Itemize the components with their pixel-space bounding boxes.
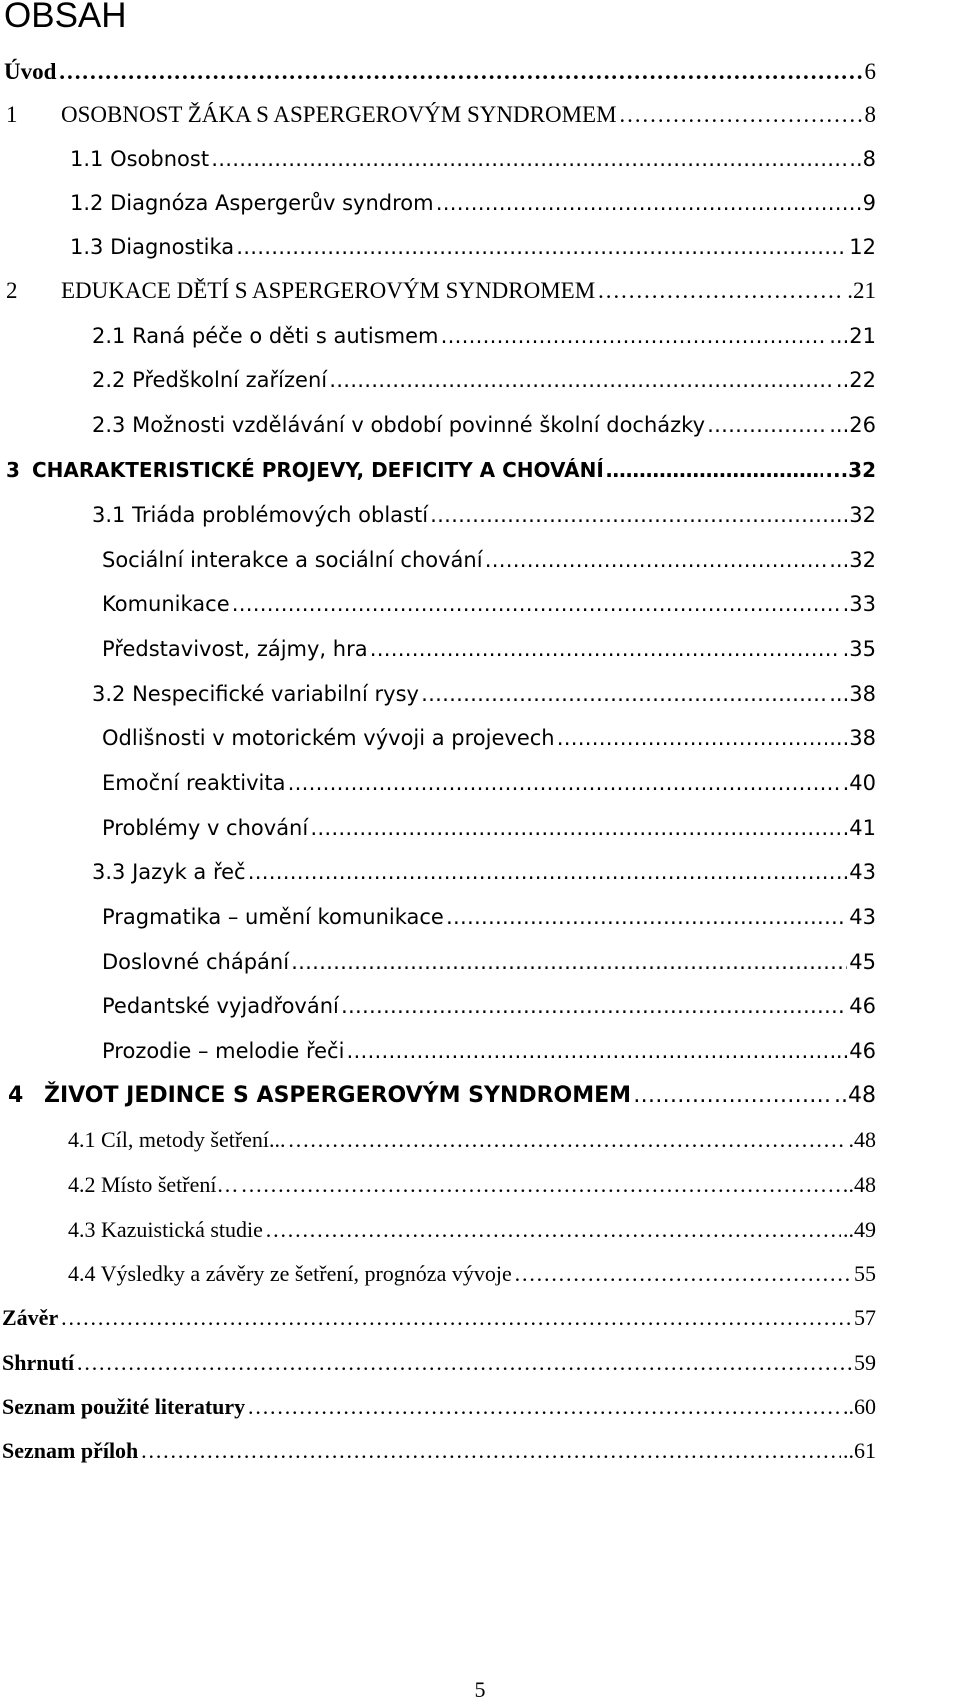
toc-entry-page: ..48 bbox=[834, 1083, 876, 1108]
dot-leader bbox=[440, 320, 827, 352]
toc-entry-page: .21 bbox=[847, 278, 876, 303]
toc-entry-2-3[interactable] bbox=[92, 409, 876, 441]
toc-entry-number: 4 bbox=[8, 1083, 24, 1108]
dot-leader bbox=[265, 1214, 841, 1246]
toc-entry-label: Závěr bbox=[2, 1305, 59, 1330]
dot-leader bbox=[370, 633, 841, 665]
toc-entry-page: 45 bbox=[849, 950, 876, 974]
toc-entry-label: Seznam příloh bbox=[2, 1438, 139, 1463]
dot-leader bbox=[446, 901, 847, 933]
toc-entry-page: 43 bbox=[849, 905, 876, 929]
dot-leader bbox=[346, 1035, 834, 1067]
toc-entry-label: Emoční reaktivita bbox=[102, 771, 286, 795]
dot-leader bbox=[341, 990, 847, 1022]
toc-entry-literatura[interactable] bbox=[2, 1391, 876, 1423]
toc-entry-label: Doslovné chápání bbox=[102, 950, 290, 974]
toc-entry-4-1[interactable] bbox=[68, 1124, 876, 1156]
dot-leader bbox=[288, 1124, 847, 1156]
toc-title: OBSAH bbox=[4, 0, 127, 35]
dot-leader bbox=[211, 143, 847, 175]
toc-entry-label: Úvod bbox=[4, 59, 57, 84]
toc-entry-chapter-1[interactable] bbox=[6, 99, 876, 131]
toc-entry-page: 8 bbox=[864, 102, 876, 127]
toc-entry-page: 59 bbox=[854, 1350, 876, 1375]
toc-entry-emotional-reactivity[interactable] bbox=[102, 767, 876, 799]
toc-entry-3-3[interactable] bbox=[92, 856, 876, 888]
toc-entry-label: Odlišnosti v motorickém vývoji a projevech bbox=[102, 726, 555, 750]
dot-leader bbox=[606, 454, 824, 486]
toc-entry-chapter-2[interactable] bbox=[6, 275, 876, 307]
toc-entry-label: Prozodie – melodie řeči bbox=[102, 1039, 345, 1063]
toc-entry-label: 2.2 Předškolní zařízení bbox=[92, 368, 328, 392]
toc-entry-chapter-3[interactable] bbox=[6, 454, 876, 486]
toc-entry-label: 2.1 Raná péče o děti s autismem bbox=[92, 324, 439, 348]
dot-leader bbox=[421, 678, 827, 710]
dot-leader bbox=[58, 56, 862, 88]
dot-leader bbox=[436, 187, 861, 219]
toc-entry-prilohy[interactable] bbox=[2, 1435, 876, 1467]
toc-entry-label: 4.3 Kazuistická studie bbox=[68, 1217, 263, 1242]
dot-leader bbox=[485, 544, 828, 576]
toc-entry-label: 1.1 Osobnost bbox=[70, 147, 210, 171]
toc-entry-zaver[interactable] bbox=[2, 1302, 876, 1334]
toc-entry-page: ...26 bbox=[829, 413, 876, 437]
toc-entry-page: ..8 bbox=[849, 147, 876, 171]
dot-leader bbox=[291, 946, 847, 978]
toc-entry-2-1[interactable] bbox=[92, 320, 876, 352]
toc-entry-page: .41 bbox=[842, 816, 876, 840]
dot-leader bbox=[329, 364, 834, 396]
toc-entry-label: Seznam použité literatury bbox=[2, 1394, 246, 1419]
dot-leader bbox=[557, 722, 828, 754]
dot-leader bbox=[248, 856, 834, 888]
toc-entry-page: .48 bbox=[848, 1127, 876, 1152]
dot-leader bbox=[514, 1258, 852, 1290]
toc-entry-1-3[interactable] bbox=[70, 231, 876, 263]
toc-entry-shrnuti[interactable] bbox=[2, 1347, 876, 1379]
toc-entry-label: Pragmatika – umění komunikace bbox=[102, 905, 444, 929]
toc-entry-page: ...38 bbox=[829, 726, 876, 750]
toc-entry-page: 55 bbox=[854, 1261, 876, 1286]
toc-entry-label: Komunikace bbox=[102, 592, 230, 616]
toc-entry-page: 46 bbox=[849, 994, 876, 1018]
toc-entry-label: 4.2 Místo šetření… bbox=[68, 1172, 239, 1197]
toc-entry-label: 2.3 Možnosti vzdělávání v období povinné školní docházky bbox=[92, 413, 705, 437]
toc-entry-behavior-problems[interactable] bbox=[102, 812, 876, 844]
toc-entry-2-2[interactable] bbox=[92, 364, 876, 396]
toc-entry-page: ...32 bbox=[825, 458, 876, 482]
toc-entry-page: .35 bbox=[842, 637, 876, 661]
toc-entry-4-4[interactable] bbox=[68, 1258, 876, 1290]
toc-entry-social-interaction[interactable] bbox=[102, 544, 876, 576]
toc-entry-page: ..22 bbox=[835, 368, 876, 392]
toc-entry-page: ..43 bbox=[835, 860, 876, 884]
dot-leader bbox=[232, 588, 841, 620]
toc-entry-number: 3 bbox=[6, 458, 20, 482]
toc-entry-label: CHARAKTERISTICKÉ PROJEVY, DEFICITY A CHOVÁNÍ bbox=[32, 458, 604, 482]
toc-entry-communication[interactable] bbox=[102, 588, 876, 620]
toc-entry-page: 12 bbox=[849, 235, 876, 259]
toc-entry-label: Představivost, zájmy, hra bbox=[102, 637, 368, 661]
toc-entry-label: EDUKACE DĚTÍ S ASPERGEROVÝM SYNDROMEM bbox=[61, 278, 596, 303]
toc-entry-1-2[interactable] bbox=[70, 187, 876, 219]
toc-entry-page: 9 bbox=[862, 191, 876, 215]
toc-entry-label: 4.1 Cíl, metody šetření... bbox=[68, 1127, 286, 1152]
toc-entry-motor-differences[interactable] bbox=[102, 722, 876, 754]
dot-leader bbox=[430, 499, 834, 531]
dot-leader bbox=[140, 1435, 841, 1467]
toc-entry-label: Problémy v chování bbox=[102, 816, 309, 840]
toc-entry-page: 6 bbox=[864, 59, 876, 84]
toc-entry-label: OSOBNOST ŽÁKA S ASPERGEROVÝM SYNDROMEM bbox=[61, 102, 617, 127]
toc-entry-1-1[interactable] bbox=[70, 143, 876, 175]
toc-entry-label: 3.1 Triáda problémových oblastí bbox=[92, 503, 429, 527]
toc-entry-label: Shrnutí bbox=[2, 1350, 75, 1375]
dot-leader bbox=[597, 275, 845, 307]
toc-entry-4-3[interactable] bbox=[68, 1214, 876, 1246]
toc-entry-3-1[interactable] bbox=[92, 499, 876, 531]
toc-entry-label: Sociální interakce a sociální chování bbox=[102, 548, 483, 572]
dot-leader bbox=[288, 767, 841, 799]
toc-entry-page: ..49 bbox=[843, 1217, 876, 1242]
toc-entry-number: 1 bbox=[6, 102, 18, 127]
toc-entry-label: ŽIVOT JEDINCE S ASPERGEROVÝM SYNDROMEM bbox=[44, 1083, 632, 1108]
dot-leader bbox=[310, 812, 840, 844]
dot-leader bbox=[247, 1391, 841, 1423]
page-number: 5 bbox=[474, 1677, 486, 1702]
toc-entry-page: ..32 bbox=[835, 503, 876, 527]
dot-leader bbox=[619, 99, 863, 131]
toc-entry-page: ..60 bbox=[843, 1394, 876, 1419]
toc-entry-pragmatics[interactable] bbox=[102, 901, 876, 933]
dot-leader bbox=[633, 1080, 832, 1112]
toc-entry-page: 57 bbox=[854, 1305, 876, 1330]
toc-entry-pedantic-expression[interactable] bbox=[102, 990, 876, 1022]
dot-leader bbox=[60, 1302, 852, 1334]
toc-entry-label: 3.2 Nespecifické variabilní rysy bbox=[92, 682, 419, 706]
toc-entry-page: ...21 bbox=[829, 324, 876, 348]
dot-leader bbox=[241, 1169, 847, 1201]
toc-entry-label: Pedantské vyjadřování bbox=[102, 994, 339, 1018]
toc-entry-page: ..61 bbox=[843, 1438, 876, 1463]
toc-entry-uvod[interactable] bbox=[4, 56, 876, 88]
toc-entry-number: 2 bbox=[6, 278, 18, 303]
toc-entry-page: .48 bbox=[848, 1172, 876, 1197]
toc-entry-literal-understanding[interactable] bbox=[102, 946, 876, 978]
toc-entry-4-2[interactable] bbox=[68, 1169, 876, 1201]
toc-entry-prosody[interactable] bbox=[102, 1035, 876, 1067]
dot-leader bbox=[76, 1347, 852, 1379]
toc-entry-page: ..46 bbox=[835, 1039, 876, 1063]
toc-entry-page: ...38 bbox=[829, 682, 876, 706]
toc-entry-page: .33 bbox=[842, 592, 876, 616]
toc-entry-page: .40 bbox=[842, 771, 876, 795]
dot-leader bbox=[236, 231, 847, 263]
toc-entry-label: 4.4 Výsledky a závěry ze šetření, prognóza vývoje bbox=[68, 1261, 512, 1286]
toc-entry-label: 1.3 Diagnostika bbox=[70, 235, 235, 259]
toc-entry-label: 3.3 Jazyk a řeč bbox=[92, 860, 246, 884]
toc-entry-page: ...32 bbox=[829, 548, 876, 572]
dot-leader bbox=[707, 409, 827, 441]
toc-entry-chapter-4[interactable] bbox=[8, 1080, 876, 1112]
toc-entry-imagination[interactable] bbox=[102, 633, 876, 665]
toc-entry-label: 1.2 Diagnóza Aspergerův syndrom bbox=[70, 191, 434, 215]
toc-entry-3-2[interactable] bbox=[92, 678, 876, 710]
